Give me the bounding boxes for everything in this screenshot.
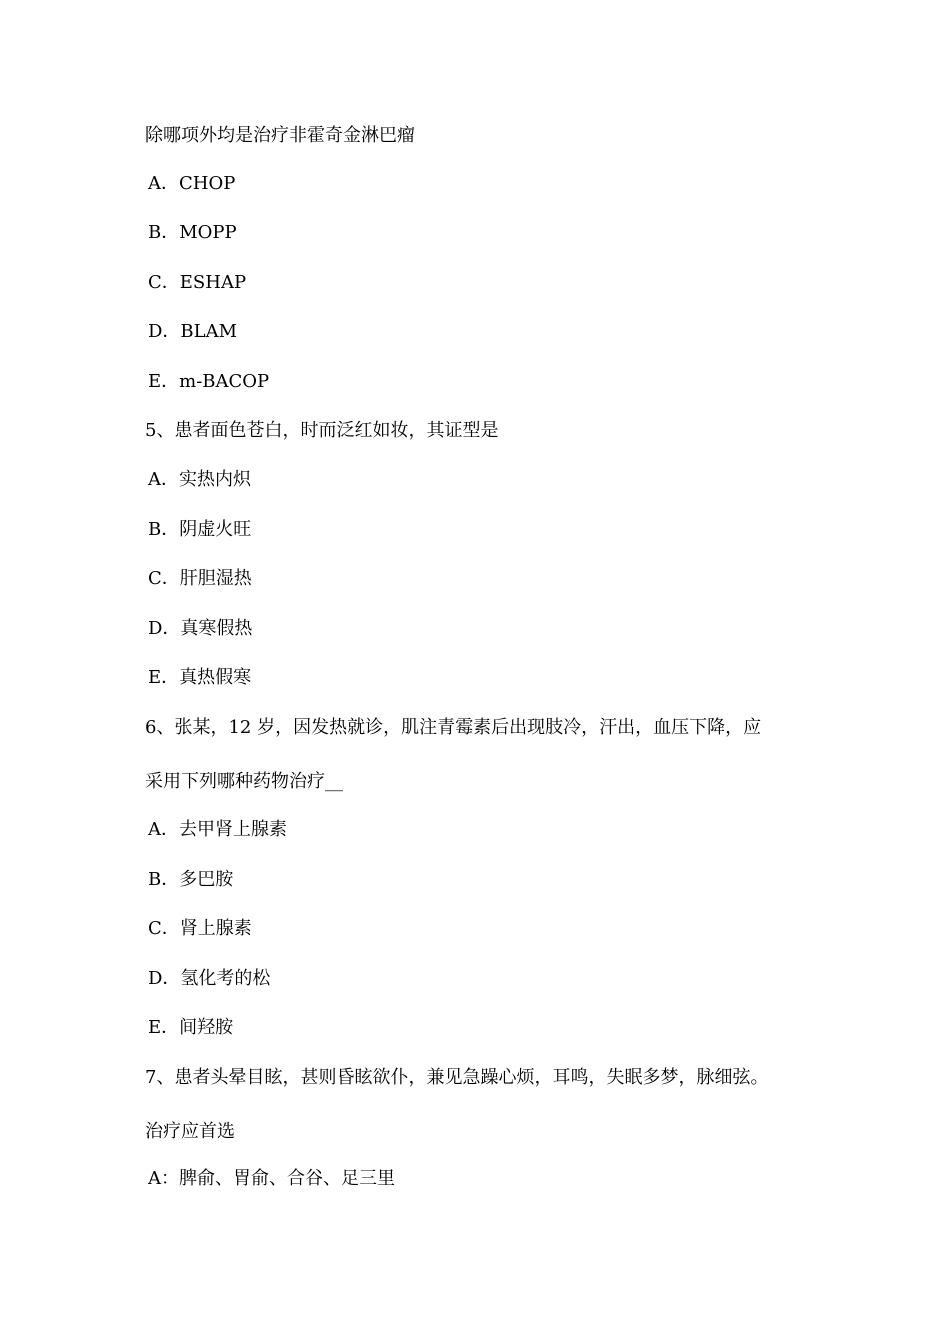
q5-option-d: D．真寒假热 (148, 618, 253, 639)
q7-option-a: A：脾俞、胃俞、合谷、足三里 (148, 1168, 395, 1189)
q4-stem: 除哪项外均是治疗非霍奇金淋巴瘤 (145, 125, 415, 146)
q6-option-b: B．多巴胺 (148, 869, 234, 890)
q5-stem: 5、患者面色苍白，时而泛红如妆，其证型是 (145, 420, 499, 441)
q5-option-c: C．肝胆湿热 (148, 568, 252, 589)
q5-option-a: A．实热内炽 (148, 469, 251, 490)
q4-option-d: D．BLAM (148, 321, 238, 342)
q6-stem-line1: 6、张某，12 岁，因发热就诊，肌注青霉素后出现肢冷，汗出，血压下降，应 (145, 717, 762, 738)
q4-option-c: C．ESHAP (148, 272, 247, 293)
q4-option-a: A．CHOP (148, 173, 236, 194)
q6-option-c: C．肾上腺素 (148, 918, 252, 939)
q6-option-d: D．氢化考的松 (148, 968, 271, 989)
q6-option-a: A．去甲肾上腺素 (148, 819, 287, 840)
q7-stem-line1: 7、患者头晕目眩，甚则昏眩欲仆，兼见急躁心烦，耳鸣，失眠多梦，脉细弦。 (145, 1067, 769, 1088)
q5-option-b: B．阴虚火旺 (148, 519, 252, 540)
q6-option-e: E．间羟胺 (148, 1017, 234, 1038)
q4-option-b: B．MOPP (148, 222, 237, 243)
q7-stem-line2: 治疗应首选 (145, 1121, 235, 1142)
q5-option-e: E．真热假寒 (148, 667, 252, 688)
q4-option-e: E．m-BACOP (148, 371, 270, 392)
q6-stem-line2: 采用下列哪种药物治疗__ (145, 771, 343, 792)
